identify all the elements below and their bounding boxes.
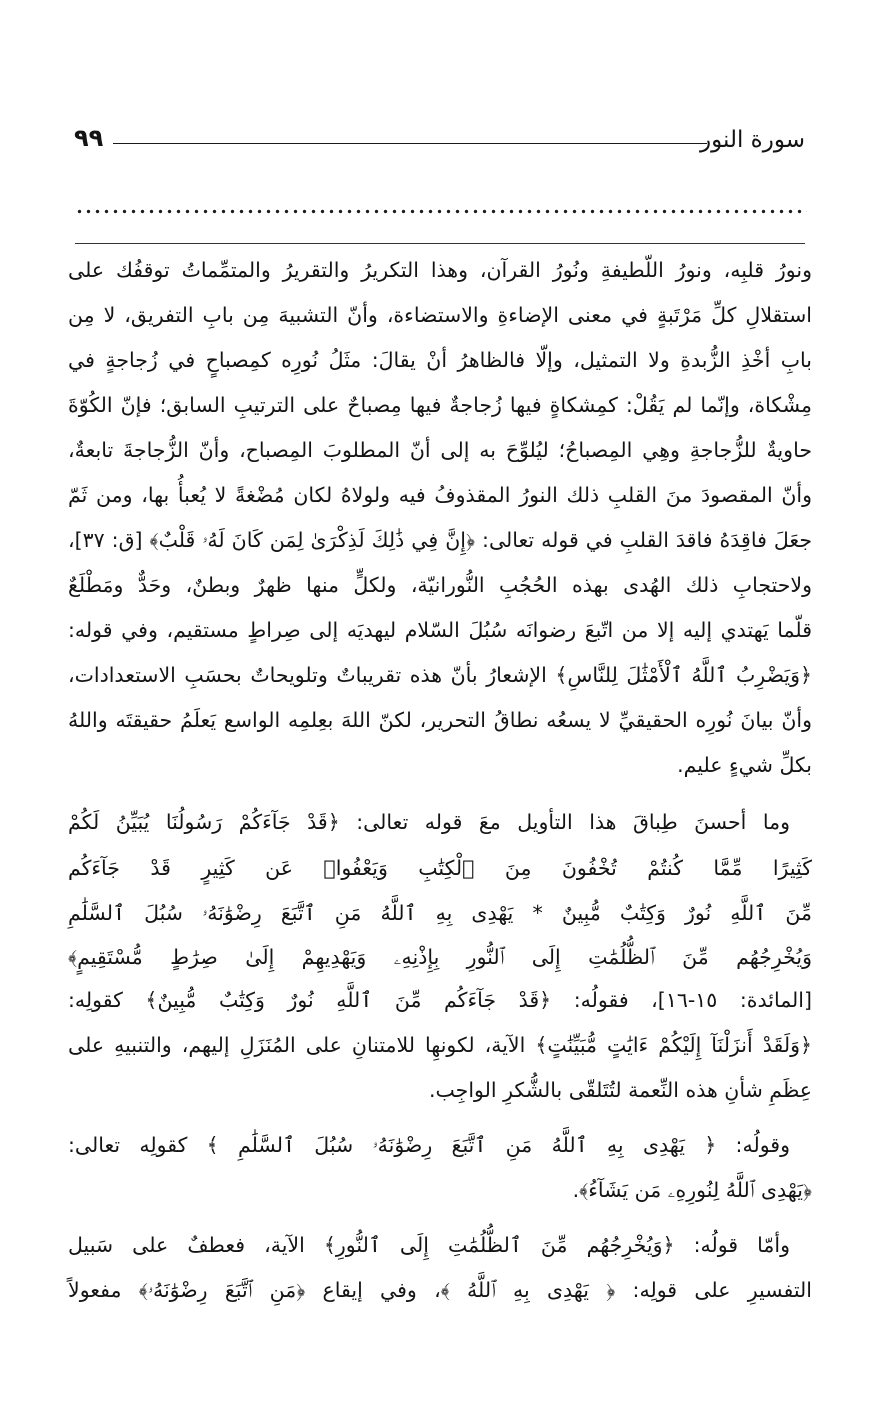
- text-line: ولاحتجابِ ذلك الهُدى بهذه الحُجُبِ النُّورانيّة، ولكلٍّ منها ظهرٌ وبطنٌ، وحَدٌّ ومَطْلَعٌ: [68, 573, 812, 597]
- text-line: بكلِّ شيءٍ عليم.: [677, 753, 812, 777]
- text-line: مِشْكاة، وإنّما لم يَقُلْ: كمِشكاةٍ فيها زُجاجةٌ فيها مِصباحٌ على الترتيبِ السابق؛ فإنّ الكُوّةَ: [68, 393, 812, 417]
- text-line: ﴿يَهْدِى ٱللَّهُ لِنُورِهِۦ مَن يَشَآءُ﴾.: [572, 1178, 812, 1202]
- text-line: عِظَمِ شأنِ هذه النِّعمة لتُتَلقّى بالشُّكرِ الواجِب.: [429, 1078, 812, 1102]
- text-line: وأنّ بيانَ نُورِه الحقيقيِّ لا يسعُه نطاقُ التحرير، لكنّ اللهَ بعِلمِه الواسع يَعلَمُ حقيقتَه واللهُ: [68, 708, 812, 732]
- header-rule: [113, 143, 707, 144]
- text-line: التفسيرِ على قولِه: ﴿ يَهْدِى بِهِ ٱللَّهُ ﴾، وفي إيقاع ﴿مَنِ ٱتَّبَعَ رِضْوَٰنَهُۥ﴾ مفعولاً: [68, 1278, 812, 1302]
- text-line: ﴿وَيَضْرِبُ ٱللَّهُ ٱلْأَمْثَٰلَ لِلنَّاسِ﴾ الإشعارُ بأنّ هذه تقريباتٌ وتلويحاتٌ بحسَبِ الاستعدادات،: [68, 663, 812, 687]
- surah-title: سورة النور: [700, 127, 805, 153]
- text-line: جعَلَ فاقِدَهُ فاقدَ القلبِ في قوله تعالى: ﴿إِنَّ فِي ذَٰلِكَ لَذِكْرَىٰ لِمَن كَانَ لَهُۥ قَلْبٌ﴾ [ق: ٣٧]،: [68, 528, 812, 552]
- text-line: ﴿وَلَقَدْ أَنزَلْنَآ إِلَيْكُمْ ءَايَٰتٍ مُّبَيِّنَٰتٍ﴾ الآية، لكونهِا للامتنانِ على المُنَزَلِ إليهم، والتنبيهِ على: [68, 1033, 812, 1057]
- text-line: ونورُ قلبِه، ونورُ اللّطيفةِ ونُورُ القرآن، وهذا التكريرُ والتقريرُ والمتمِّماتُ توقفُك على: [68, 258, 812, 282]
- text-line: بابِ أخْذِ الزُّبدةِ ولا التمثيل، وإلّا فالظاهرُ أنْ يقالَ: مثَلُ نُورِه كمِصباحٍ في زُجاجةٍ في: [68, 348, 812, 372]
- text-line: استقلالِ كلِّ مَرْتَبةٍ في معنى الإضاءةِ والاستضاءة، وأنّ التشبيهَ مِن بابِ التفريق، لا مِن: [68, 303, 812, 327]
- text-line: وَيُخْرِجُهُم مِّنَ ٱلظُّلُمَٰتِ إِلَى ٱلنُّورِ بِإِذْنِهِۦ وَيَهْدِيهِمْ إِلَىٰ صِرَٰطٍ مُّسْتَقِيمٍ﴾: [68, 945, 812, 969]
- text-line: وأمّا قولُه: ﴿وَيُخْرِجُهُم مِّنَ ٱلظُّلُمَٰتِ إِلَى ٱلنُّورِ﴾ الآية، فعطفٌ على سَبيل: [68, 1233, 790, 1257]
- text-line: حاويةٌ للزُّجاجةِ وهِي المِصباحُ؛ ليُلوِّحَ به إلى أنّ المطلوبَ المِصباح، وأنّ الزُّجاجةَ تابعةٌ،: [68, 438, 812, 462]
- text-line: [المائدة: ١٥-١٦]، فقولُه: ﴿قَدْ جَآءَكُم مِّنَ ٱللَّهِ نُورٌ وَكِتَٰبٌ مُّبِينٌ﴾ كقولِه:: [68, 988, 813, 1012]
- text-line: مِّنَ ٱللَّهِ نُورٌ وَكِتَٰبٌ مُّبِينٌ * يَهْدِى بِهِ ٱللَّهُ مَنِ ٱتَّبَعَ رِضْوَٰنَهُۥ سُبُلَ ٱلسَّلَٰمِ: [68, 901, 812, 925]
- text-line: وقولُه: ﴿ يَهْدِى بِهِ ٱللَّهُ مَنِ ٱتَّبَعَ رِضْوَٰنَهُۥ سُبُلَ ٱلسَّلَٰمِ ﴾ كقولِه تعالى:: [68, 1133, 790, 1157]
- text-line: قلّما يَهتدي إليه إلا من اتّبعَ رضوانَه سُبُلَ السّلام ليهديَه إلى صِراطٍ مستقيم، وفي قوله:: [68, 618, 812, 642]
- page-number: ٩٩: [74, 124, 104, 152]
- dotted-separator: [75, 209, 807, 214]
- text-line: وما أحسنَ طِباقَ هذا التأويل معَ قوله تعالى: ﴿قَدْ جَآءَكُمْ رَسُولُنَا يُبَيِّنُ لَكُمْ: [68, 810, 790, 834]
- text-line: كَثِيرًا مِّمَّا كُنتُمْ تُخْفُونَ مِنَ ٱلْكِتَٰبِ وَيَعْفُوا۟ عَن كَثِيرٍ قَدْ جَآءَكُم: [68, 856, 812, 880]
- text-line: وأنّ المقصودَ منَ القلبِ ذلك النورُ المقذوفُ فيه ولولاهُ لكان مُضْغةً لا يُعبأُ بها، ومن ثَمّ: [68, 483, 812, 507]
- separator-rule: [75, 243, 805, 244]
